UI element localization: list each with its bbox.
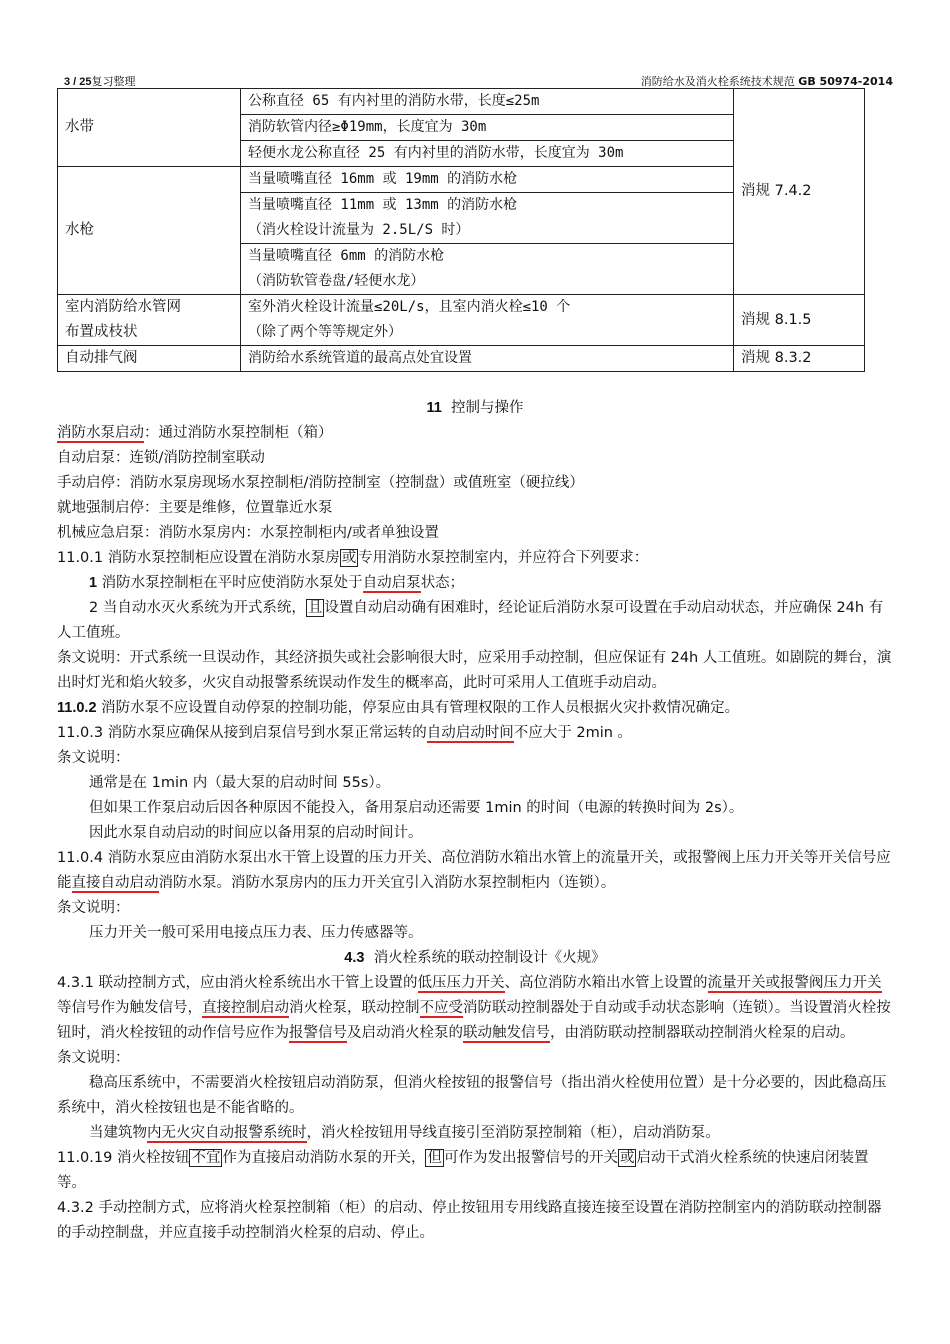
explanation: 条文说明：开式系统一旦误动作，其经济损失或社会影响很大时，应采用手动控制，但应保证有 24h 人工值班。如剧院的舞台，演出时灯光和焰火较多，火灾自动报警系统误动作发生的概率高，此时可采用人工值班手动启动。 bbox=[57, 650, 892, 691]
table-cell-ref: 消规 8.3.2 bbox=[734, 346, 865, 372]
table-cell: 当量喷嘴直径 16mm 或 19mm 的消防水枪 bbox=[241, 167, 734, 193]
paragraph: 消防水泵启动：通过消防水泵控制柜（箱） bbox=[57, 425, 333, 441]
table-cell: 当量喷嘴直径 11mm 或 13mm 的消防水枪 （消火栓设计流量为 2.5L/S 时） bbox=[241, 193, 734, 244]
table-cell-hose-label: 水带 bbox=[58, 89, 241, 167]
clause-4-3-1: 4.3.1 联动控制方式，应由消火栓系统出水干管上设置的低压压力开关、高位消防水箱出水管上设置的流量开关或报警阀压力开关等信号作为触发信号，直接控制启动消火栓泵，联动控制不应受消防联动控制器处于自动或手动状态影响（连锁）。当设置消火栓按钮时，消火栓按钮的动作信号应作为报警信号及启动消火栓泵的联动触发信号，由消防联动控制器联动控制消火栓泵的启动。 bbox=[57, 975, 891, 1041]
document-title: 消防给水及消火栓系统技术规范 GB 50974-2014 bbox=[640, 75, 893, 88]
table-cell: 消防给水系统管道的最高点处宜设置 bbox=[241, 346, 734, 372]
paragraph: 机械应急启泵：消防水泵房内：水泵控制柜内/或者单独设置 bbox=[57, 525, 439, 541]
clause-4-3-2: 4.3.2 手动控制方式，应将消火栓泵控制箱（柜）的启动、停止按钮用专用线路直接连接至设置在消防控制室内的消防联动控制器的手动控制盘，并应直接手动控制消火栓泵的启动、停止。 bbox=[57, 1200, 882, 1241]
spec-table bbox=[57, 88, 865, 372]
page-number: 3 / 25复习整理 bbox=[64, 75, 136, 88]
explanation-label: 条文说明： bbox=[57, 1050, 130, 1066]
clause-11-0-3: 11.0.3 消防水泵应确保从接到启泵信号到水泵正常运转的自动启动时间不应大于 2min 。 bbox=[57, 725, 633, 741]
paragraph: 自动启泵：连锁/消防控制室联动 bbox=[57, 450, 265, 466]
page-header bbox=[64, 73, 893, 89]
explanation-label: 条文说明： bbox=[57, 900, 130, 916]
table-cell-gun-label: 水枪 bbox=[58, 167, 241, 295]
table-cell: 当量喷嘴直径 6mm 的消防水枪 （消防软管卷盘/轻便水龙） bbox=[241, 244, 734, 295]
clause-item: 1 消防水泵控制柜在平时应使消防水泵处于自动启泵状态； bbox=[89, 575, 465, 591]
table-cell: 室外消火栓设计流量≤20L/s，且室内消火栓≤10 个 （除了两个等等规定外） bbox=[241, 295, 734, 346]
document-body bbox=[57, 396, 893, 1246]
explanation: 压力开关一般可采用电接点压力表、压力传感器等。 bbox=[89, 925, 423, 941]
table-cell: 消防软管内径≥Φ19mm，长度宜为 30m bbox=[241, 115, 734, 141]
table-cell-valve-label: 自动排气阀 bbox=[58, 346, 241, 372]
clause-11-0-4: 11.0.4 消防水泵应由消防水泵出水干管上设置的压力开关、高位消防水箱出水管上的流量开关，或报警阀上压力开关等开关信号应能直接自动启动消防水泵。消防水泵房内的压力开关宜引入消防水泵控制柜内（连锁）。 bbox=[57, 850, 891, 891]
explanation: 通常是在 1min 内（最大泵的启动时间 55s）。 bbox=[89, 775, 391, 791]
explanation: 当建筑物内无火灾自动报警系统时，消火栓按钮用导线直接引至消防泵控制箱（柜），启动消防泵。 bbox=[89, 1125, 720, 1141]
section-title-4-3: 4.3 消火栓系统的联动控制设计《火规》 bbox=[344, 950, 606, 966]
explanation: 稳高压系统中，不需要消火栓按钮启动消防泵，但消火栓按钮的报警信号（指出消火栓使用位置）是十分必要的，因此稳高压系统中，消火栓按钮也是不能省略的。 bbox=[57, 1075, 887, 1116]
clause-11-0-2: 11.0.2 消防水泵不应设置自动停泵的控制功能，停泵应由具有管理权限的工作人员根据火灾扑救情况确定。 bbox=[57, 700, 740, 716]
paragraph: 手动启停：消防水泵房现场水泵控制柜/消防控制室（控制盘）或值班室（硬拉线） bbox=[57, 475, 584, 491]
table-cell-net-label: 室内消防给水管网 布置成枝状 bbox=[58, 295, 241, 346]
table-cell: 轻便水龙公称直径 25 有内衬里的消防水带，长度宜为 30m bbox=[241, 141, 734, 167]
clause-11-0-1: 11.0.1 消防水泵控制柜应设置在消防水泵房 或 专用消防水泵控制室内，并应符合下列要求： bbox=[57, 550, 649, 566]
explanation-label: 条文说明： bbox=[57, 750, 130, 766]
table-cell: 公称直径 65 有内衬里的消防水带，长度≤25m bbox=[241, 89, 734, 115]
section-title-11: 11 控制与操作 bbox=[426, 400, 524, 416]
table-cell-ref: 消规 7.4.2 bbox=[734, 89, 865, 295]
explanation: 但如果工作泵启动后因各种原因不能投入，备用泵启动还需要 1min 的时间（电源的转换时间为 2s）。 bbox=[89, 800, 744, 816]
table-cell-ref: 消规 8.1.5 bbox=[734, 295, 865, 346]
paragraph: 就地强制启停：主要是维修，位置靠近水泵 bbox=[57, 500, 333, 516]
explanation: 因此水泵自动启动的时间应以备用泵的启动时间计。 bbox=[89, 825, 423, 841]
clause-11-0-19: 11.0.19 消火栓按钮 不宜 作为直接启动消防水泵的开关， 但 可作为发出报警信号的开关 或 启动干式消火栓系统的快速启闭装置等。 bbox=[57, 1150, 869, 1191]
clause-item: 2 当自动水灭火系统为开式系统， 且 设置自动启动确有困难时，经论证后消防水泵可设置在手动启动状态，并应确保 24h 有人工值班。 bbox=[57, 600, 884, 641]
